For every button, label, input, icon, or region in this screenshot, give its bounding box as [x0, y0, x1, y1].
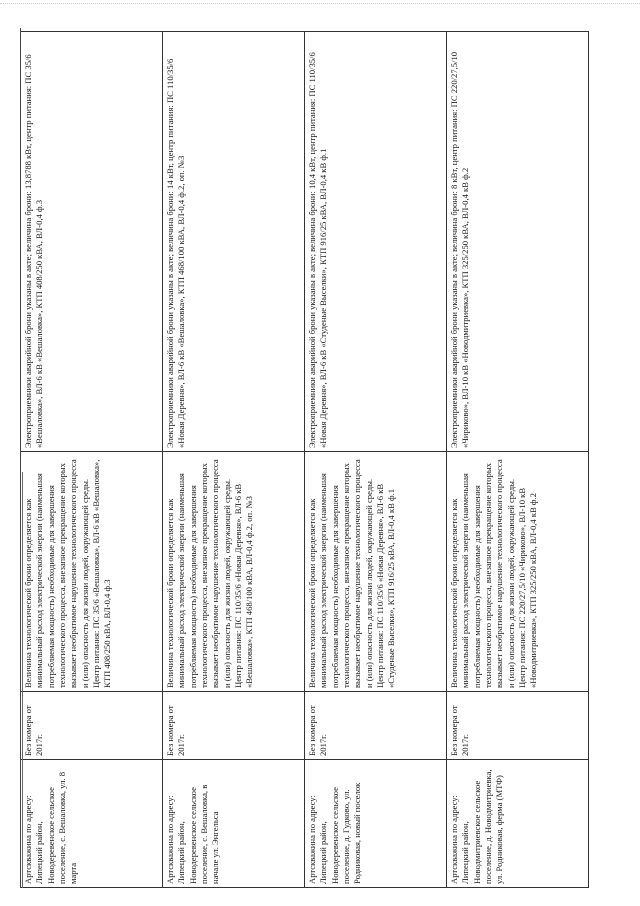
scan-edge: [0, 3, 640, 5]
emergency-reserve-cell: Электроприемники аварийной брони указаны в акте; величина брони: 10,4 кВт, центр питания: ПС 110/35/6 «Новая Деревня», ВЛ-6 кВ «Студеные Выселки», КТП 916/25 кВА, ВЛ-0,4 кВ ф.1: [305, 32, 447, 452]
table-row: [21, 32, 163, 888]
table-rule: [22, 472, 23, 888]
emergency-reserve-cell: Электроприемники аварийной брони указаны в акте; величина брони: 13,8788 кВт, центр питания: ПС 35/6 «Вешаловка», ВЛ-6 кВ «Вешаловка», КТП 408/250 кВА, ВЛ-0,4 ф.3: [21, 32, 163, 452]
tech-reserve-cell: Величина технологической брони определяется как минимальный расход электрической энергии (наименьшая потребляемая мощность) необходимые для завершения технологического процесса, внезапное прекращение которых вызывает необратимое нарушение технологического процесса и (или) опасность для жизни людей, окружающей среды. Центр питания: ПС 110/35/6 «Новая Деревня», ВЛ-6 кВ «Студеные Выселки», КТП 916/25 кВА, ВЛ-0,4 кВ ф.1: [305, 452, 447, 692]
number-cell: Без номера от 2017г.: [163, 692, 305, 760]
tech-reserve-cell: Величина технологической брони определяется как минимальный расход электрической энергии (наименьшая потребляемая мощность) необходимые для завершения технологического процесса, внезапное прекращение которых вызывает необратимое нарушение технологического процесса и (или) опасность для жизни людей, окружающей среды. Центр питания: ПС 220/27,5/10 «Чириково», ВЛ-10 кВ «Новодмитриевка», КТП 325/250 кВА, ВЛ-0,4 кВ ф.2: [447, 452, 589, 692]
address-cell: Артскважина по адресу: Липецкий район, Новодмитриевское сельское поселение, д. Новодмитриевка, ул. Родниковая, ферма (МТФ): [447, 760, 589, 888]
emergency-reserve-cell: Электроприемники аварийной брони указаны в акте; величина брони: 8 кВт, центр питания: ПС 220/27,5/10 «Чириково», ВЛ-10 кВ «Новодмитриевка», КТП 325/250 кВА, ВЛ-0,4 кВ ф.2: [447, 32, 589, 452]
number-cell: Без номера от 2017г.: [21, 692, 163, 760]
address-cell: Артскважина по адресу: Липецкий район, Новодеревенское сельское поселение, с. Вешаловка, ул. 8 марта: [21, 760, 163, 888]
number-cell: Без номера от 2017г.: [447, 692, 589, 760]
table-row: [305, 32, 447, 888]
address-cell: Артскважина по адресу: Липецкий район, Новодеревенское сельское поселение, д. Гудково, ул. Родниковая, новый поселок: [305, 760, 447, 888]
reserve-table: [20, 31, 589, 888]
tech-reserve-cell: Величина технологической брони определяется как минимальный расход электрической энергии (наименьшая потребляемая мощность) необходимые для завершения технологического процесса, внезапное прекращение которых вызывает необратимое нарушение технологического процесса и (или) опасность для жизни людей, окружающей среды. Центр питания: ПС 35/6 «Вешаловка», ВЛ-6 кВ «Вешаловка», КТП 408/250 кВА, ВЛ-0,4 ф.3: [21, 452, 163, 692]
table-row: [447, 32, 589, 888]
emergency-reserve-cell: Электроприемники аварийной брони указаны в акте; величина брони: 14 кВт, центр питания: ПС 110/35/6 «Новая Деревня», ВЛ-6 кВ «Вешаловка», КТП 468/100 кВА, ВЛ-0,4 ф.2, оп. №3: [163, 32, 305, 452]
address-cell: Артскважина по адресу: Липецкий район, Новодеревенское сельское поселение, с. Вешаловка, в начале ул. Энгельса: [163, 760, 305, 888]
rotated-document: [20, 28, 620, 888]
table-row: [163, 32, 305, 888]
table-rule: [20, 28, 21, 888]
tech-reserve-cell: Величина технологической брони определяется как минимальный расход электрической энергии (наименьшая потребляемая мощность) необходимые для завершения технологического процесса, внезапное прекращение которых вызывает необратимое нарушение технологического процесса и (или) опасность для жизни людей, окружающей среды. Центр питания: ПС 110/35/6 «Новая Деревня», ВЛ-6 кВ «Вешаловка», КТП 468/100 кВА, ВЛ-0,4 ф.2, оп. №3: [163, 452, 305, 692]
number-cell: Без номера от 2017г.: [305, 692, 447, 760]
